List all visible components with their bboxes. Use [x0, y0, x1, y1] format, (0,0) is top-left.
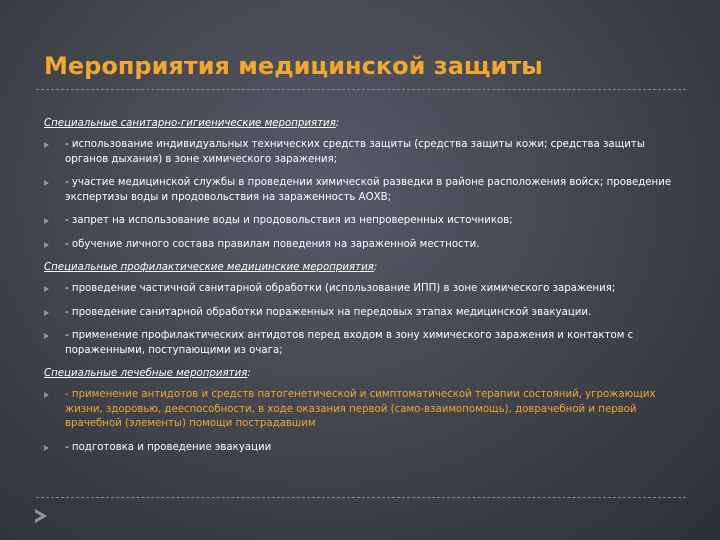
section-heading-text: Специальные профилактические медицинские мероприятия: [44, 262, 374, 273]
list-item: [44, 282, 684, 297]
list-item-text: - применение антидотов и средств патогенетической и симптоматической терапии состояний, угрожающих жизни, здоровью, дееспособности, в ходе оказания первой (само-взаимопомощь), доврачебной и первой врачебной (элементы) помощи пострадавшим: [65, 389, 656, 429]
section-heading-prophylactic: Специальные профилактические медицинские мероприятия:: [44, 262, 378, 273]
list-item-text: - применение профилактических антидотов перед входом в зону химического заражения и контактом с пораженными, поступающими из очага;: [65, 330, 634, 356]
list-item-text: - проведение санитарной обработки пораженных на передовых этапах медицинской эвакуации.: [65, 306, 592, 318]
triangle-bullet-icon: [44, 218, 49, 224]
list-item-text: - подготовка и проведение эвакуации: [65, 441, 272, 453]
title-divider: [36, 89, 686, 90]
section-heading-sanitary: Специальные санитарно-гигиенические мероприятия:: [44, 118, 340, 129]
triangle-bullet-icon: [44, 445, 49, 451]
list-item: [44, 306, 684, 321]
triangle-bullet-icon: [44, 142, 49, 148]
slide-title: Мероприятия медицинской защиты: [44, 52, 543, 80]
section-heading-text: Специальные санитарно-гигиенические мероприятия: [44, 118, 336, 129]
list-item-text: - запрет на использование воды и продовольствия из непроверенных источников;: [65, 215, 513, 226]
triangle-bullet-icon: [44, 392, 49, 398]
triangle-bullet-icon: [44, 242, 49, 248]
slide-content: [44, 117, 684, 464]
footer-divider: [36, 497, 686, 498]
list-item-text: - использование индивидуальных технических средств защиты (средства защиты кожи; средства защиты органов дыхания) в зоне химического заражения;: [65, 139, 645, 165]
triangle-bullet-icon: [44, 180, 49, 186]
list-item-text: - обучение личного состава правилам поведения на зараженной местности.: [65, 238, 480, 250]
list-item: [44, 176, 684, 205]
play-arrow-icon[interactable]: [33, 508, 49, 524]
section-heading-text: Специальные лечебные мероприятия: [44, 368, 248, 379]
list-item: [44, 388, 684, 432]
triangle-bullet-icon: [44, 286, 49, 292]
list-item: [44, 214, 684, 229]
list-item: [44, 441, 684, 456]
list-item: [44, 329, 684, 358]
triangle-bullet-icon: [44, 333, 49, 339]
section-heading-treatment: Специальные лечебные мероприятия:: [44, 368, 251, 379]
list-item-text: - проведение частичной санитарной обработки (использование ИПП) в зоне химического заражения;: [65, 283, 616, 294]
list-item-text: - участие медицинской службы в проведении химической разведки в районе расположения войск; проведение экспертизы воды и продовольствия на зараженность АОХВ;: [65, 177, 672, 203]
triangle-bullet-icon: [44, 310, 49, 316]
list-item: [44, 138, 684, 167]
list-item: [44, 238, 684, 253]
